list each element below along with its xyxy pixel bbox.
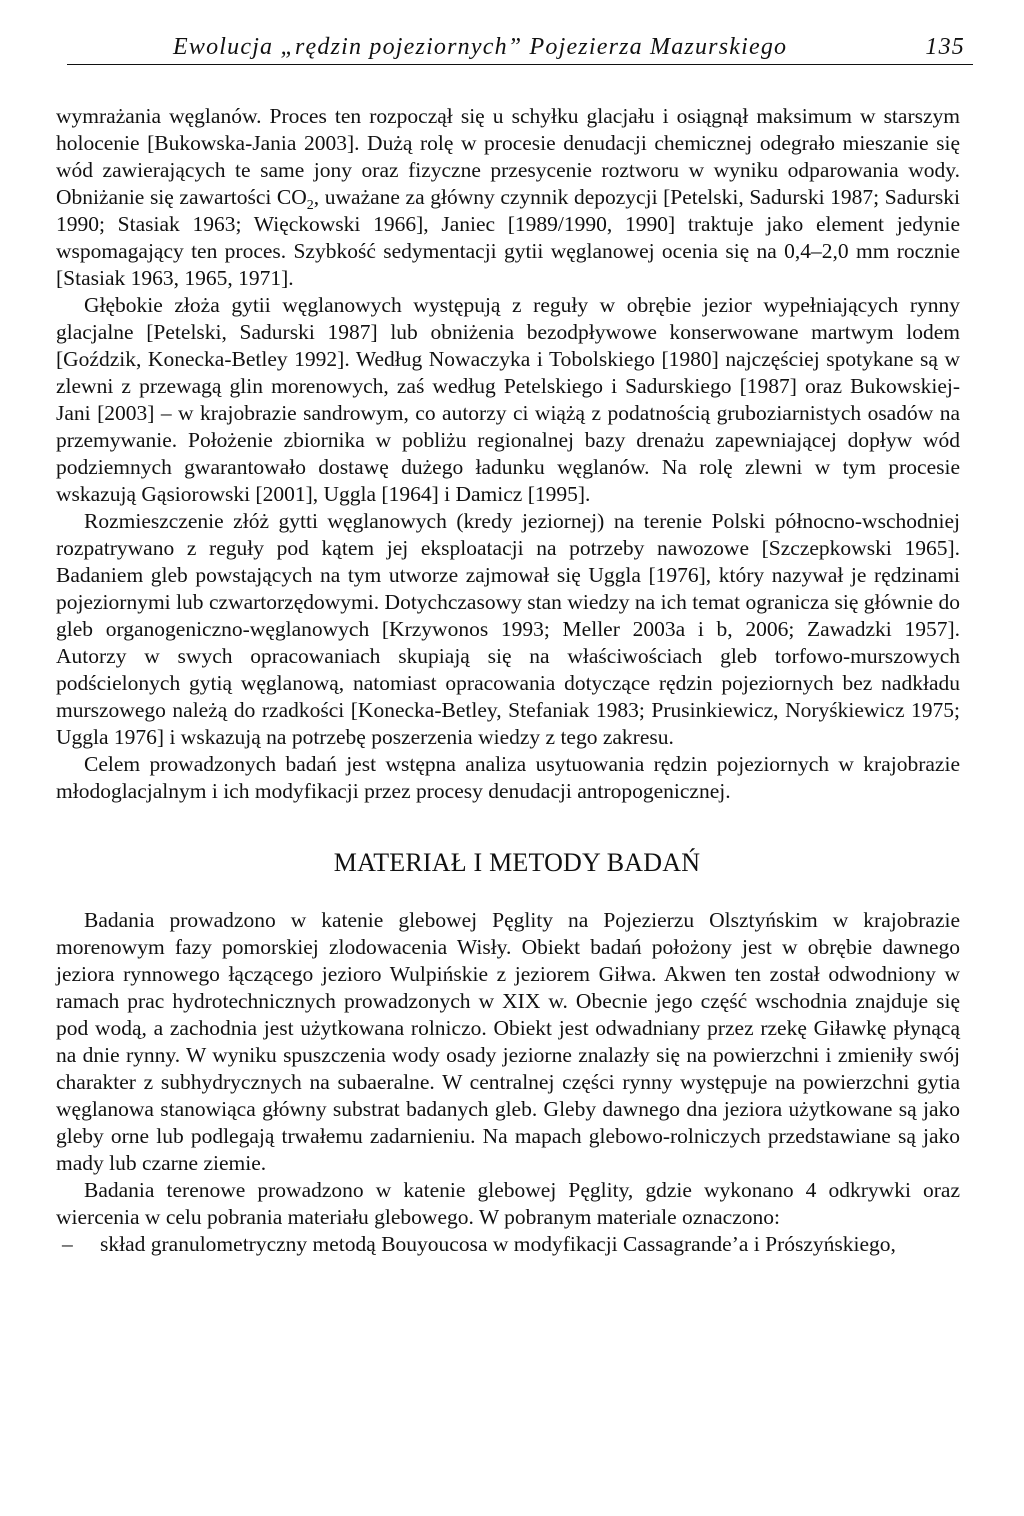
- page-number: 135: [925, 34, 965, 60]
- list-item-text: skład granulometryczny metodą Bouyoucosa w modyfikacji Cassagrande’a i Prószyńskiego,: [100, 1232, 896, 1256]
- paragraph-1: [56, 103, 960, 292]
- paragraph-2: Głębokie złoża gytii węglanowych występują z reguły w obrębie jezior wypełniających rynny glacjalne [Petelski, Sadurski 1987] lub obniżenia bezodpływowe konserwowane martwym lodem [Goździk, Konecka-Betley 1992]. Według Nowaczyka i Tobolskiego [1980] najczęściej spotykane są w zlewni z przewagą glin morenowych, zaś według Petelskiego i Sadurskiego [1987] oraz Bukowskiej-Jani [2003] – w krajobrazie sandrowym, co autorzy ci wiążą z podatnością gruboziarnistych osadów na przemywanie. Położenie zbiornika w pobliżu regionalnej bazy drenażu zapewniającej dopływ wód podziemnych gwarantowało dostawę dużego ładunku węglanów. Na rolę zlewni w tym procesie wskazują Gąsiorowski [2001], Uggla [1964] i Damicz [1995].: [56, 293, 960, 506]
- paragraph-1-part-a: wymrażania węglanów. Proces ten rozpoczął się u schyłku glacjału i osiągnął maksimum w starszym holocenie [Bukowska-Jania 2003]. Dużą rolę w procesie denudacji chemicznej odegrało mieszanie się wód zawierających te same jony oraz fizyczne przesycenie roztworu w wyniku odparowania wody. Obniżanie się zawartości CO: [56, 104, 960, 209]
- section-heading: MATERIAŁ I METODY BADAŃ: [333, 848, 701, 877]
- list-item: [56, 1231, 960, 1258]
- running-head: [173, 32, 965, 62]
- header-rule: [67, 64, 973, 65]
- list-dash: –: [62, 1232, 73, 1256]
- running-head-title: Ewolucja „rędzin pojeziornych” Pojezierza Mazurskiego: [173, 34, 788, 60]
- paragraph-6: Badania terenowe prowadzono w katenie glebowej Pęglity, gdzie wykonano 4 odkrywki oraz wiercenia w celu pobrania materiału glebowego. W pobranym materiale oznaczono:: [56, 1178, 960, 1229]
- paragraph-3: Rozmieszczenie złóż gytti węglanowych (kredy jeziornej) na terenie Polski północno-wschodniej rozpatrywano z reguły pod kątem jej eksploatacji na potrzeby nawozowe [Szczepkowski 1965]. Badaniem gleb powstających na tym utworze zajmował się Uggla [1976], który nazywał je rędzinami pojeziornymi lub czwartorzędowymi. Dotychczasowy stan wiedzy na ich temat ogranicza się głównie do gleb organogeniczno-węglanowych [Krzywonos 1993; Meller 2003a i b, 2006; Zawadzki 1957]. Autorzy w swych opracowaniach skupiają się na właściwościach gleb torfowo-murszowych podścielonych gytią węglanową, natomiast opracowania dotyczące rędzin pojeziornych bez nadkładu murszowego należą do rzadkości [Konecka-Betley, Stefaniak 1983; Prusinkiewicz, Noryśkiewicz 1975; Uggla 1976] i wskazują na potrzebę poszerzenia wiedzy z tego zakresu.: [56, 509, 960, 749]
- paragraph-1-part-b: , uważane za główny czynnik depozycji [Petelski, Sadurski 1987; Sadurski 1990; Stasiak 1963; Więckowski 1966], Janiec [1989/1990, 1990] traktuje jako element jedynie wspomagający ten proces. Szybkość sedymentacji gytii węglanowej ocenia się na 0,4–2,0 mm rocznie [Stasiak 1963, 1965, 1971].: [56, 185, 960, 290]
- body-text: [56, 103, 960, 1258]
- paragraph-5: Badania prowadzono w katenie glebowej Pęglity na Pojezierzu Olsztyńskim w krajobrazie morenowym fazy pomorskiej zlodowacenia Wisły. Obiekt badań położony jest w obrębie dawnego jeziora rynnowego łączącego jezioro Wulpińskie z jeziorem Giłwa. Akwen ten został odwodniony w ramach prac hydrotechnicznych prowadzonych w XIX w. Obecnie jego część wschodnia znajduje się pod wodą, a zachodnia jest użytkowana rolniczo. Obiekt jest odwadniany przez rzekę Giławkę płynącą na dnie rynny. W wyniku spuszczenia wody osady jeziorne znalazły się na powierzchni i zmieniły swój charakter z subhydrycznych na subaeralne. W centralnej części rynny występuje na powierzchni gytia węglanowa stanowiąca główny substrat badanych gleb. Gleby dawnego dna jeziora użytkowane są jako gleby orne lub podlegają trwałemu zadarnieniu. Na mapach glebowo-rolniczych przedstawiane są jako mady lub czarne ziemie.: [56, 908, 960, 1175]
- paragraph-4: Celem prowadzonych badań jest wstępna analiza usytuowania rędzin pojeziornych w krajobrazie młodoglacjalnym i ich modyfikacji przez procesy denudacji antropogenicznej.: [56, 752, 960, 803]
- co2-subscript: 2: [306, 198, 314, 213]
